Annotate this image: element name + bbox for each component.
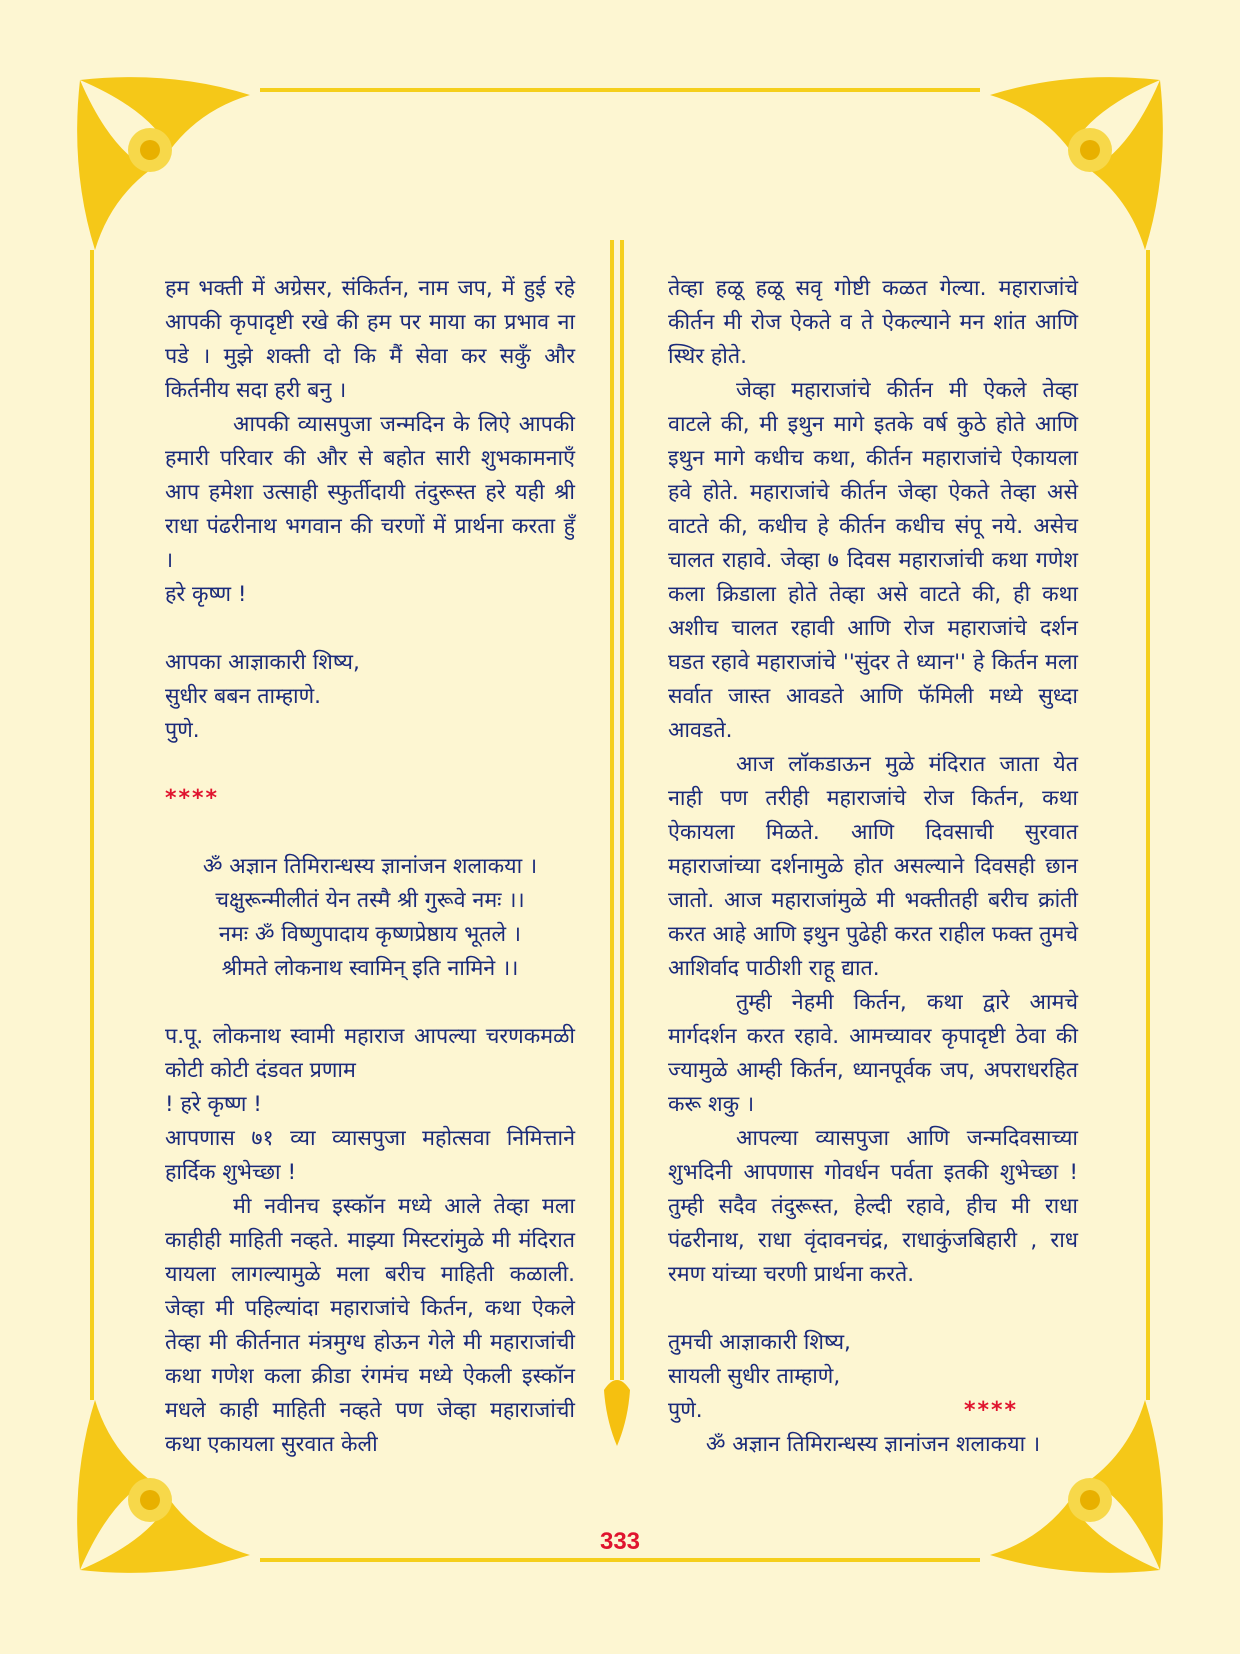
left-para-4: ! हरे कृष्ण !: [165, 1092, 262, 1117]
corner-ornament-tl: [77, 77, 250, 250]
left-column: [165, 272, 575, 1462]
left-para-5: आपणास ७१ व्या व्यासपुजा महोत्सवा निमित्ताने हार्दिक शुभेच्छा !: [165, 1126, 575, 1185]
left-para-3: प.पू. लोकनाथ स्वामी महाराज आपल्या चरणकमळी कोटी कोटी दंडवत प्रणाम: [165, 1024, 575, 1083]
verse-line-1: ॐ अज्ञान तिमिरान्धस्य ज्ञानांजन शलाकया ।: [202, 854, 538, 879]
verse-line-4: श्रीमते लोकनाथ स्वामिन् इति नामिने ।।: [221, 956, 519, 981]
right-para-2: जेव्हा महाराजांचे कीर्तन मी ऐकले तेव्हा वाटले की, मी इथुन मागे इतके वर्ष कुठे होते आणि इथुन मागे कधीच कथा, कीर्तन महाराजांचे ऐकायला हवे होते. महाराजांचे कीर्तन जेव्हा ऐकते तेव्हा असे वाटते की, कधीच हे कीर्तन कधीच संपू नये. असेच चालत राहावे. जेव्हा ७ दिवस महाराजांची कथा गणेश कला क्रिडाला होते तेव्हा असे वाटते की, ही कथा अशीच चालत रहावी आणि रोज महाराजांचे दर्शन घडत रहावे महाराजांचे ''सुंदर ते ध्यान'' हे किर्तन मला सर्वात जास्त आवडते आणि फॅमिली मध्ये सुध्दा आवडते.: [668, 378, 1078, 743]
left-sign-line-1: आपका आज्ञाकारी शिष्य,: [165, 650, 360, 675]
left-para-1: हम भक्ती में अग्रेसर, संकिर्तन, नाम जप, में हुई रहे आपकी कृपादृष्टी रखे की हम पर माया का प्रभाव ना पडे । मुझे शक्ती दो कि मैं सेवा कर सकुँ और किर्तनीय सदा हरी बनु ।: [165, 276, 575, 403]
left-para-6: मी नवीनच इस्कॉन मध्ये आले तेव्हा मला काहीही माहिती नव्हते. माझ्या मिस्टरांमुळे मी मंदिरात यायला लागल्यामुळे मला बरीच माहिती कळाली. जेव्हा मी पहिल्यांदा महाराजांचे किर्तन, कथा ऐकले तेव्हा मी कीर्तनात मंत्रमुग्ध होऊन गेले मी महाराजांची कथा गणेश कला क्रीडा रंगमंच मध्ये ऐकली इस्कॉन मधले काही माहिती नव्हते पण जेव्हा महाराजांची कथा एकायला सुरवात केली: [165, 1194, 575, 1457]
corner-ornament-tr: [990, 77, 1163, 250]
right-para-3: आज लॉकडाऊन मुळे मंदिरात जाता येत नाही पण तरीही महाराजांचे रोज किर्तन, कथा ऐकायला मिळते. आणि दिवसाची सुरवात महाराजांच्या दर्शनामुळे होत असल्याने दिवसही छान जातो. आज महाराजांमुळे मी भक्तीतही बरीच क्रांती करत आहे आणि इथुन पुढेही करत राहील फक्त तुमचे आशिर्वाद पाठीशी राहू द्यात.: [668, 752, 1078, 981]
right-verse-line: ॐ अज्ञान तिमिरान्धस्य ज्ञानांजन शलाकया ।: [705, 1432, 1041, 1457]
left-para-2: आपकी व्यासपुजा जन्मदिन के लिऐ आपकी हमारी परिवार की और से बहोत सारी शुभकामनाएँ आप हमेशा उत्साही स्फुर्तीदायी तंदुरूस्त हरे यही श्री राधा पंढरीनाथ भगवान की चरणों में प्रार्थना करता हुँ ।: [165, 412, 575, 573]
right-sign-row: [668, 1394, 1078, 1428]
divider-drop: [604, 1380, 630, 1446]
right-para-5: आपल्या व्यासपुजा आणि जन्मदिवसाच्या शुभदिनी आपणास गोवर्धन पर्वता इतकी शुभेच्छा ! तुम्ही सदैव तंदुरूस्त, हेल्दी रहावे, हीच मी राधा पंढरीनाथ, राधा वृंदावनचंद्र, राधाकुंजबिहारी , राध रमण यांच्या चरणी प्रार्थना करते.: [668, 1126, 1078, 1287]
right-sign-line-3: पुणे.: [668, 1398, 703, 1423]
left-greeting: हरे कृष्ण !: [165, 582, 247, 607]
right-sign-line-2: सायली सुधीर ताम्हाणे,: [668, 1364, 841, 1389]
right-stars: ****: [963, 1398, 1018, 1423]
right-para-4: तुम्ही नेहमी किर्तन, कथा द्वारे आमचे मार्गदर्शन करत रहावे. आमच्यावर कृपादृष्टी ठेवा की ज्यामुळे आम्ही किर्तन, ध्यानपूर्वक जप, अपराधरहित करू शकु ।: [668, 990, 1078, 1117]
left-sign-line-3: पुणे.: [165, 718, 200, 743]
verse-line-3: नमः ॐ विष्णुपादाय कृष्णप्रेष्ठाय भूतले ।: [218, 922, 522, 947]
page-number: 333: [599, 1528, 641, 1555]
verse-line-2: चक्षुरून्मीलीतं येन तस्मै श्री गुरूवे नमः ।।: [215, 888, 525, 913]
right-sign-line-1: तुमची आज्ञाकारी शिष्य,: [668, 1330, 851, 1355]
left-sign-line-2: सुधीर बबन ताम्हाणे.: [165, 684, 321, 709]
left-stars: ****: [165, 786, 220, 811]
right-para-1: तेव्हा हळू हळू सवृ गोष्टी कळत गेल्या. महाराजांचे कीर्तन मी रोज ऐकते व ते ऐकल्याने मन शांत आणि स्थिर होते.: [668, 276, 1078, 369]
right-column: [668, 272, 1078, 1462]
